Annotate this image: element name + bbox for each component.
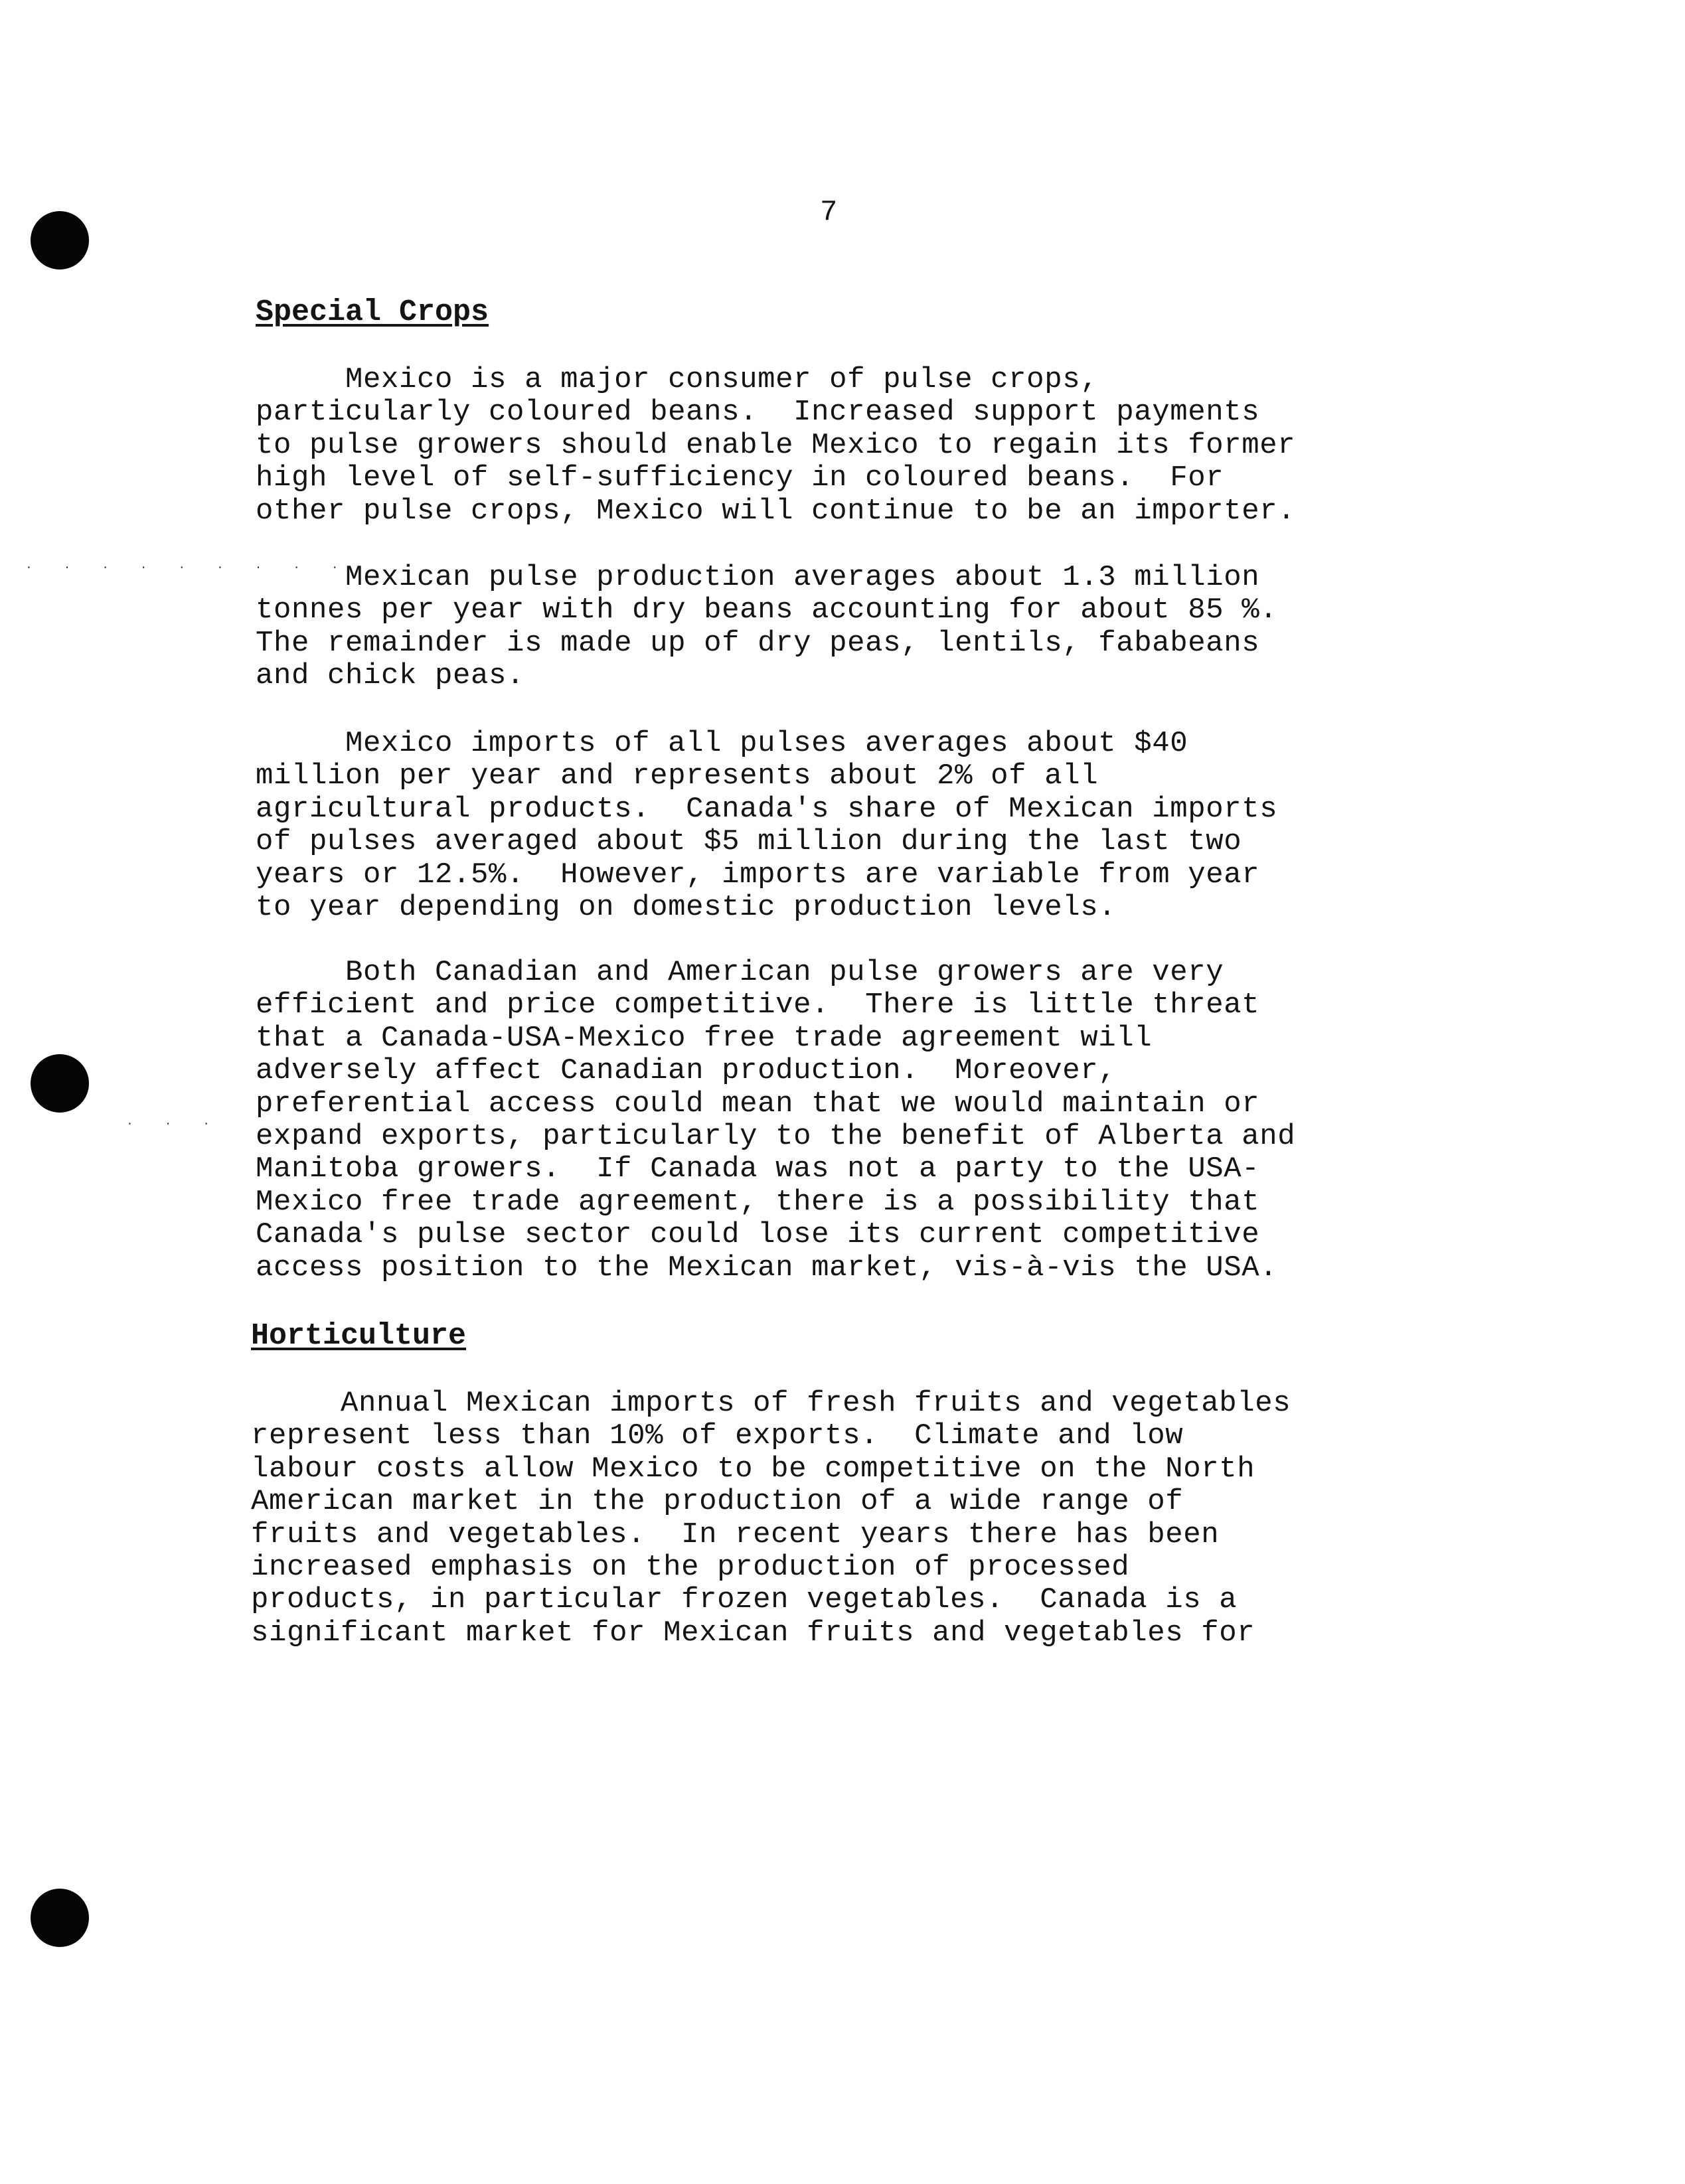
paragraph-text: Mexico is a major consumer of pulse crops, particularly coloured beans. Increased support payments to pulse growers should enable Mexico to regain its former high level of self-sufficiency in coloured beans. For other pulse crops, Mexico will continue to be an importer. xyxy=(256,363,1296,528)
scan-specks-margin: . . . xyxy=(126,1115,222,1129)
special-crops-paragraph-4 xyxy=(256,957,1464,1285)
horticulture-paragraph-1 xyxy=(251,1387,1459,1650)
paragraph-text: Mexican pulse production averages about 1.3 million tonnes per year with dry beans accounting for about 85 %. The remainder is made up of dry peas, lentils, fababeans and chick peas. xyxy=(256,561,1278,693)
special-crops-section xyxy=(256,296,1464,329)
page-number: 7 xyxy=(820,196,838,229)
punch-hole-middle xyxy=(31,1054,89,1113)
horticulture-heading: Horticulture xyxy=(251,1319,467,1353)
punch-hole-bottom xyxy=(31,1889,89,1947)
special-crops-paragraph-3 xyxy=(256,728,1464,924)
scan-specks-left: . . . . . . . . . xyxy=(25,559,351,572)
special-crops-paragraph-2 xyxy=(256,562,1464,693)
paragraph-text: Annual Mexican imports of fresh fruits and vegetables represent less than 10% of exports. Climate and low labour costs allow Mexico to be competitive on the North American market in the production of a wide range of fruits and vegetables. In recent years there has been increased emphasis on the production of processed products, in particular frozen vegetables. Canada is a significant market for Mexican fruits and vegetables for xyxy=(251,1387,1291,1650)
special-crops-paragraph-1 xyxy=(256,364,1464,528)
special-crops-heading: Special Crops xyxy=(256,295,489,329)
paragraph-text: Mexico imports of all pulses averages about $40 million per year and represents about 2% of all agricultural products. Canada's share of Mexican imports of pulses averaged about $5 million during the last two years or 12.5%. However, imports are variable from year to year depending on domestic production levels. xyxy=(256,727,1278,925)
punch-hole-top xyxy=(31,211,89,270)
horticulture-section xyxy=(251,1320,1459,1353)
paragraph-text: Both Canadian and American pulse growers are very efficient and price competitive. There is little threat that a Canada-USA-Mexico free trade agreement will adversely affect Canadian production. Moreover, preferential access could mean that we would maintain or expand exports, particularly to the benefit of Alberta and Manitoba growers. If Canada was not a party to the USA- Mexico free trade agreement, there is a possibility that Canada's pulse sector could lose its current competitive access position to the Mexican market, vis-à-vis the USA. xyxy=(256,956,1296,1285)
